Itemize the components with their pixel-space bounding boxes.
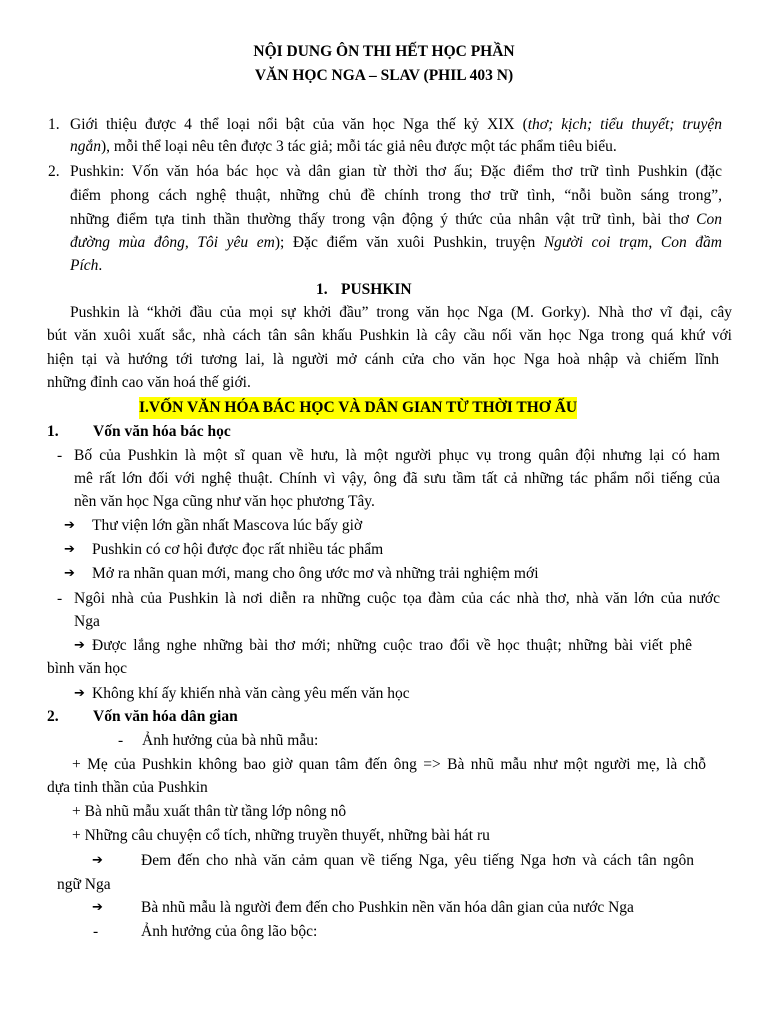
section1-para-line3: hiện tại và hướng tới tương lai, là người mở cánh cửa cho văn học Nga hoà nhập và chiếm lĩnh bbox=[47, 351, 719, 368]
sub1-b2-line1: Ngôi nhà của Pushkin là nơi diễn ra những cuộc tọa đàm của các nhà thơ, nhà văn lớn của nước bbox=[74, 590, 720, 607]
arrow-icon: ➔ bbox=[92, 853, 103, 868]
sub2-dash1-text: Ảnh hưởng của bà nhũ mẫu: bbox=[142, 732, 319, 749]
sub2-arrow6-line1: Đem đến cho nhà văn cảm quan về tiếng Nga, yêu tiếng Nga hơn và cách tân ngôn bbox=[141, 852, 694, 869]
intro-item1-line2: ngắn), mỗi thể loại nêu tên được 3 tác giả; mỗi tác giả nêu được một tác phẩm tiêu biểu. bbox=[70, 138, 617, 155]
intro-item1-number: 1. bbox=[48, 116, 60, 133]
sub2-plus2: + Bà nhũ mẫu xuất thân từ tầng lớp nông nô bbox=[72, 803, 347, 820]
doc-title-line2: VĂN HỌC NGA – SLAV (PHIL 403 N) bbox=[254, 67, 514, 84]
section1-number: 1. bbox=[316, 281, 328, 298]
section1-title: PUSHKIN bbox=[341, 281, 412, 298]
intro-item2-line5: Pích. bbox=[70, 257, 103, 274]
section1-para-line1: Pushkin là “khởi đầu của mọi sự khởi đầu” trong văn học Nga (M. Gorky). Nhà thơ vĩ đại, cây bbox=[70, 304, 732, 321]
section1-para-line2: bút văn xuôi xuất sắc, nhà cách tân sân khấu Pushkin là cây cầu nối văn học Nga trong quá khứ với bbox=[47, 327, 732, 344]
sub2-arrow7-text: Bà nhũ mẫu là người đem đến cho Pushkin nền văn hóa dân gian của nước Nga bbox=[141, 899, 634, 916]
sub1-b2-dash: - bbox=[57, 590, 63, 607]
intro-item2-line1: Pushkin: Vốn văn hóa bác học và dân gian từ thời thơ ấu; Đặc điểm thơ trữ tình Pushkin (đặc bbox=[70, 163, 722, 180]
sub2-plus1-line1: + Mẹ của Pushkin không bao giờ quan tâm đến ông => Bà nhũ mẫu như một người mẹ, là chỗ bbox=[72, 756, 706, 773]
sub1-arrow4-line1: Được lắng nghe những bài thơ mới; những cuộc trao đổi về học thuật; những bài viết phê bbox=[92, 637, 692, 654]
intro-item2-line3: những điểm tựa tinh thần thường thấy trong vận động ý thức của nhân vật trữ tình, bài thơ Con bbox=[70, 211, 722, 228]
arrow-icon: ➔ bbox=[64, 518, 75, 533]
sub1-b1-line1: Bố của Pushkin là một sĩ quan về hưu, là một người phục vụ trong quân đội nhưng lại có ham bbox=[74, 447, 720, 464]
sub2-arrow6-line2: ngữ Nga bbox=[57, 876, 111, 893]
arrow-icon: ➔ bbox=[74, 686, 85, 701]
sub1-arrow1-text: Thư viện lớn gần nhất Mascova lúc bấy giờ bbox=[92, 517, 363, 534]
arrow-icon: ➔ bbox=[64, 566, 75, 581]
sub1-arrow4-line2: bình văn học bbox=[47, 660, 128, 677]
doc-title-line1: NỘI DUNG ÔN THI HẾT HỌC PHẦN bbox=[253, 43, 515, 60]
intro-item2-line2: điểm phong cách nghệ thuật, những chủ đề chính trong thơ trữ tình, “nỗi buồn sáng trong”, bbox=[70, 187, 722, 204]
intro-item2-number: 2. bbox=[48, 163, 60, 180]
sub2-plus1-line2: dựa tinh thần của Pushkin bbox=[47, 779, 208, 796]
sub1-title: Vốn văn hóa bác học bbox=[93, 423, 231, 440]
sub1-arrow5-text: Không khí ấy khiến nhà văn càng yêu mến văn học bbox=[92, 685, 410, 702]
arrow-icon: ➔ bbox=[64, 542, 75, 557]
intro-item2-line4: đường mùa đông, Tôi yêu em); Đặc điểm văn xuôi Pushkin, truyện Người coi trạm, Con đầm bbox=[70, 234, 722, 251]
sub1-b2-line2: Nga bbox=[74, 613, 100, 630]
arrow-icon: ➔ bbox=[74, 638, 85, 653]
sub1-arrow2-text: Pushkin có cơ hội được đọc rất nhiều tác phẩm bbox=[92, 541, 384, 558]
sub1-arrow3-text: Mở ra nhãn quan mới, mang cho ông ước mơ và những trải nghiệm mới bbox=[92, 565, 539, 582]
sub1-b1-line2: mê rất lớn đối với nghệ thuật. Chính vì vậy, ông đã sưu tầm tất cả những tác phẩm nổi tiếng của bbox=[74, 470, 720, 487]
sub1-b1-dash: - bbox=[57, 447, 63, 464]
sub1-b1-line3: nền văn học Nga cũng như văn học phương Tây. bbox=[74, 493, 375, 510]
sub2-plus3: + Những câu chuyện cổ tích, những truyền thuyết, những bài hát ru bbox=[72, 827, 490, 844]
heading-I: I.VỐN VĂN HÓA BÁC HỌC VÀ DÂN GIAN TỪ THỜI THƠ ẤU bbox=[139, 397, 577, 419]
sub2-dash1: - bbox=[118, 732, 124, 749]
arrow-icon: ➔ bbox=[92, 900, 103, 915]
section1-para-line4: những đỉnh cao văn hoá thế giới. bbox=[47, 374, 251, 391]
sub2-title: Vốn văn hóa dân gian bbox=[93, 708, 238, 725]
sub1-number: 1. bbox=[47, 423, 59, 440]
sub2-dash2: - bbox=[93, 923, 99, 940]
sub2-number: 2. bbox=[47, 708, 59, 725]
intro-item1-line1: Giới thiệu được 4 thể loại nổi bật của văn học Nga thế kỷ XIX (thơ; kịch; tiểu thuyết; truyện bbox=[70, 116, 722, 133]
sub2-dash2-text: Ảnh hưởng của ông lão bộc: bbox=[141, 923, 318, 940]
